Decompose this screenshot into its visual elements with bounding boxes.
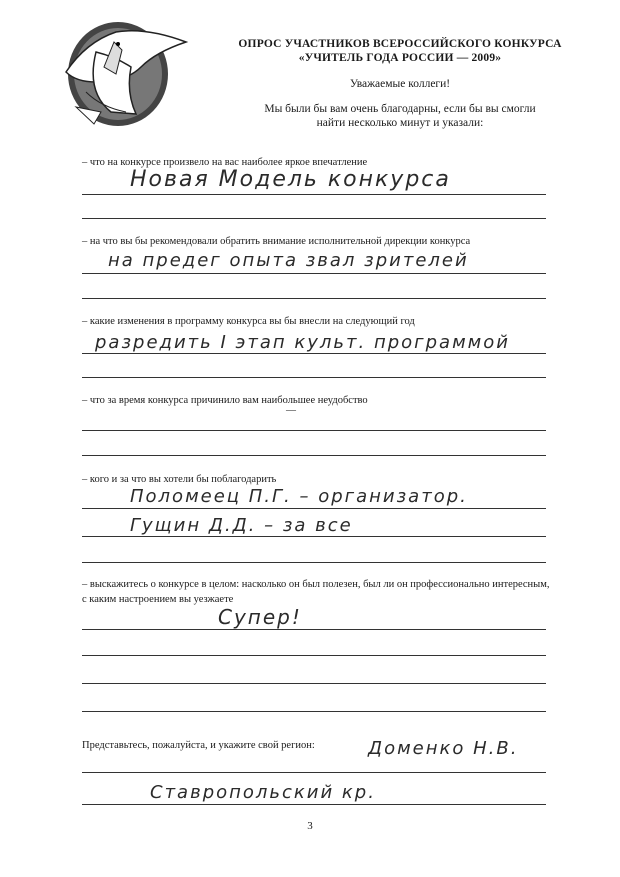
- answer-line: [82, 194, 546, 195]
- respondent-name[interactable]: Доменко Н.В.: [368, 738, 519, 759]
- region-label: Представьтесь, пожалуйста, и укажите свой регион:: [82, 740, 315, 751]
- answer-recommendation[interactable]: на предег опыта звал зрителей: [108, 250, 469, 271]
- answer-line: [82, 508, 546, 509]
- answer-line: [82, 218, 546, 219]
- pelican-emblem-icon: [56, 12, 196, 142]
- answer-line: [82, 273, 546, 274]
- question-overall: – выскажитесь о конкурсе в целом: насколько он был полезен, был ли он профессионально интересным, с каким настроением вы уезжаете: [82, 579, 550, 605]
- answer-line: [82, 629, 546, 630]
- answer-thanks-2[interactable]: Гущин Д.Д. – за все: [130, 515, 353, 536]
- survey-title: ОПРОС УЧАСТНИКОВ ВСЕРОССИЙСКОГО КОНКУРСА: [238, 38, 562, 50]
- intro-line-1: Мы были бы вам очень благодарны, если бы вы смогли: [264, 103, 536, 115]
- region-value[interactable]: Ставропольский кр.: [150, 782, 376, 803]
- survey-subtitle: «УЧИТЕЛЬ ГОДА РОССИИ — 2009»: [298, 52, 502, 64]
- question-recommendation: – на что вы бы рекомендовали обратить внимание исполнительной дирекции конкурса: [82, 236, 471, 247]
- question-thanks: – кого и за что вы хотели бы поблагодарить: [82, 474, 277, 485]
- page-number: 3: [307, 820, 313, 832]
- answer-impression[interactable]: Новая Модель конкурса: [130, 167, 451, 192]
- answer-line: [82, 772, 546, 773]
- answer-line: [82, 655, 546, 656]
- intro-line-2: найти несколько минут и указали:: [316, 117, 484, 129]
- question-inconvenience: – что за время конкурса причинило вам наибольшее неудобство: [82, 395, 368, 406]
- answer-line: [82, 455, 546, 456]
- answer-line: [82, 430, 546, 431]
- question-changes: – какие изменения в программу конкурса вы бы внесли на следующий год: [82, 316, 415, 327]
- answer-line: [82, 804, 546, 805]
- answer-line: [82, 353, 546, 354]
- greeting: Уважаемые коллеги!: [349, 78, 451, 90]
- answer-thanks-1[interactable]: Поломеец П.Г. – организатор.: [130, 486, 468, 507]
- answer-line: [82, 683, 546, 684]
- answer-line: [82, 562, 546, 563]
- question-impression: – что на конкурсе произвело на вас наиболее яркое впечатление: [82, 157, 368, 168]
- answer-line: [82, 711, 546, 712]
- answer-line: [82, 536, 546, 537]
- answer-inconvenience[interactable]: —: [286, 405, 296, 416]
- answer-line: [82, 298, 546, 299]
- answer-changes[interactable]: разредить I этап культ. программой: [95, 332, 510, 353]
- answer-line: [82, 377, 546, 378]
- answer-overall[interactable]: Супер!: [218, 605, 302, 629]
